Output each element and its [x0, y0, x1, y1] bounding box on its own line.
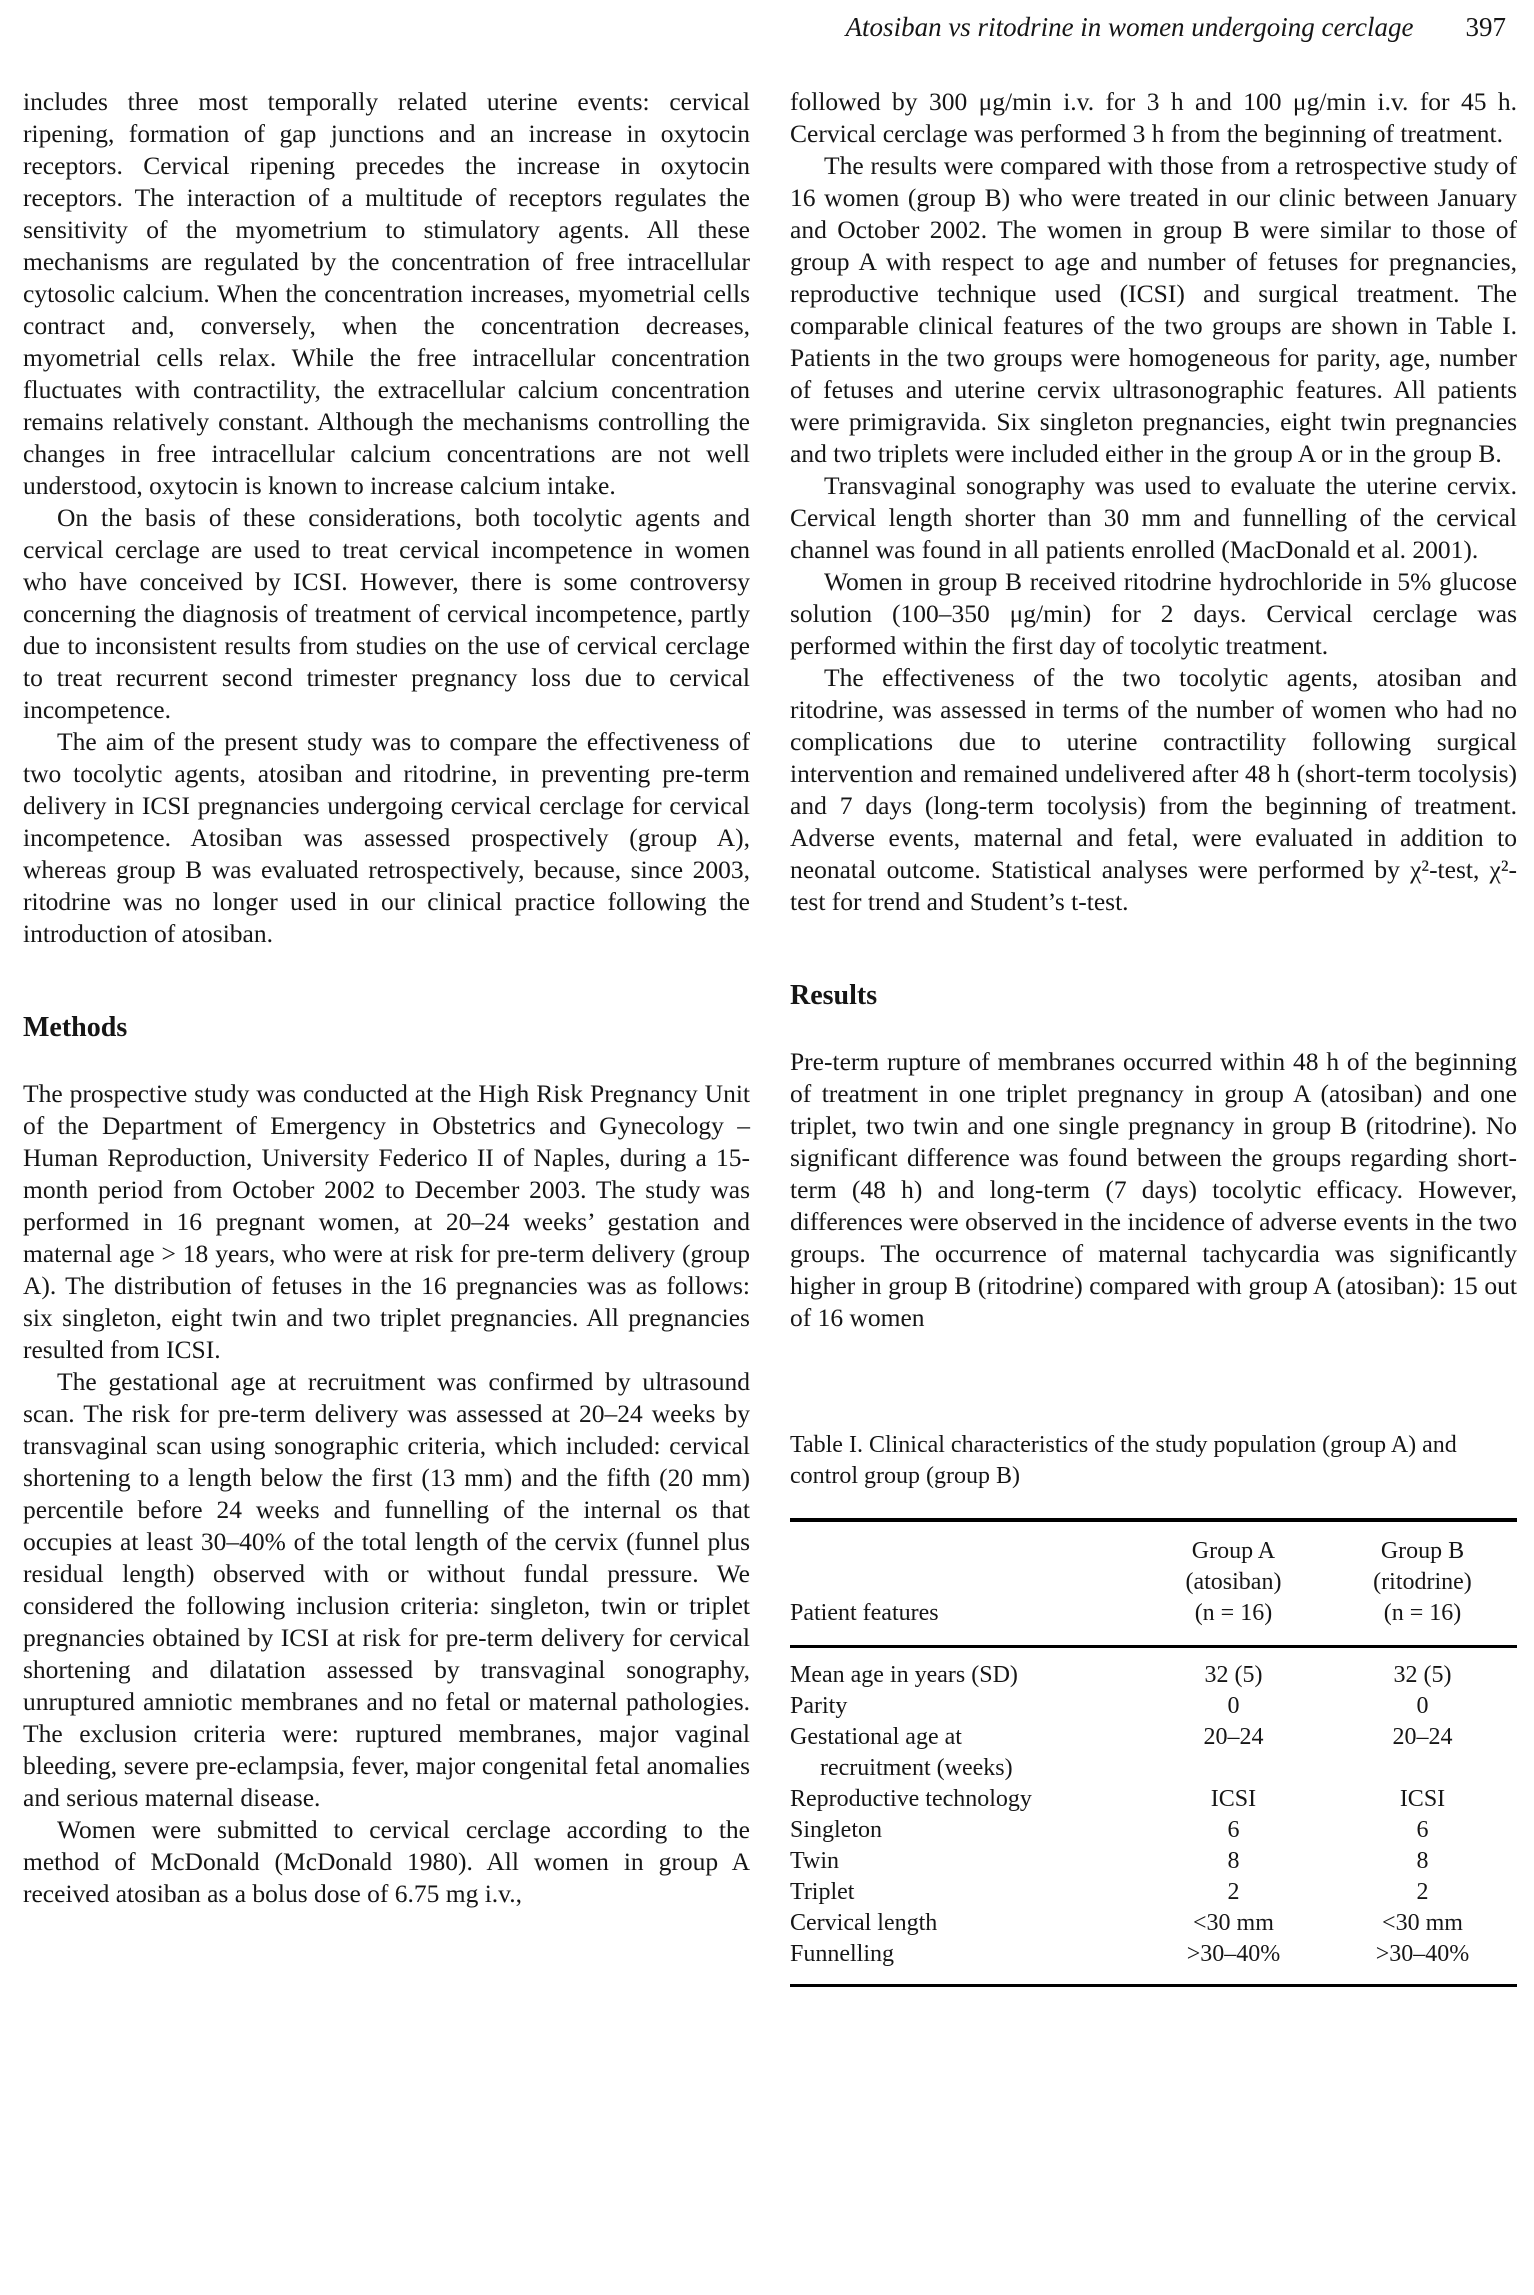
group-b-cell: <30 mm: [1382, 1910, 1463, 1936]
group-a-cell: 20–24: [1203, 1724, 1264, 1750]
methods-paragraph: The gestational age at recruitment was confirmed by ultrasound scan. The risk for pre-term delivery was assessed at 20–24 weeks by transvaginal scan using sonographic criteria, which included: cervical shortening to a length below the first (13 mm) and the fifth (20 mm) percentile before 24 weeks and funnelling of the internal os that occupies at least 30–40% of the total length of the cervix (funnel plus residual length) observed with or without fundal pressure. We considered the following inclusion criteria: singleton, twin or triplet pregnancies obtained by ICSI at risk for pre-term delivery for cervical shortening and dilatation assessed by transvaginal sonography, unruptured amniotic membranes and no fetal or maternal pathologies. The exclusion criteria were: ruptured membranes, major vaginal bleeding, severe pre-eclampsia, fever, major congenital fetal anomalies and serious maternal disease.: [23, 1367, 750, 1812]
methods-heading: Methods: [23, 1012, 128, 1043]
table-row: [790, 1846, 1517, 1877]
group-b-cell: ICSI: [1399, 1786, 1446, 1812]
running-head: [23, 10, 1506, 44]
methods-paragraph: followed by 300 μg/min i.v. for 3 h and 100 μg/min i.v. for 45 h. Cervical cerclage was performed 3 h from the beginning of treatment.: [790, 87, 1517, 148]
group-a-cell: 0: [1227, 1693, 1240, 1719]
methods-paragraph: Transvaginal sonography was used to evaluate the uterine cervix. Cervical length shorter than 30 mm and funnelling of the cervical channel was found in all patients enrolled (MacDonald et al. 2001).: [790, 471, 1517, 564]
methods-paragraph: Women in group B received ritodrine hydrochloride in 5% glucose solution (100–350 μg/min) for 2 days. Cervical cerclage was performed within the first day of tocolytic treatment.: [790, 567, 1517, 660]
running-head-title: Atosiban vs ritodrine in women undergoing cerclage: [845, 12, 1414, 42]
group-b-cell: 20–24: [1392, 1724, 1453, 1750]
table-row: [790, 1784, 1517, 1815]
feature-cell: Parity: [790, 1693, 848, 1719]
feature-cell: Singleton: [790, 1817, 883, 1843]
table-row: [790, 1815, 1517, 1846]
table-caption: Table I. Clinical characteristics of the study population (group A) and control group (group B): [790, 1432, 1457, 1489]
group-a-header: Group A (atosiban) (n = 16): [1139, 1520, 1328, 1647]
feature-cell: Triplet: [790, 1879, 855, 1905]
right-column: [790, 86, 1517, 1987]
table-row: [790, 1939, 1517, 1986]
intro-paragraph: The aim of the present study was to compare the effectiveness of two tocolytic agents, atosiban and ritodrine, in preventing pre-term delivery in ICSI pregnancies undergoing cervical cerclage for cervical incompetence. Atosiban was assessed prospectively (group A), whereas group B was evaluated retrospectively, because, since 2003, ritodrine was no longer used in our clinical practice following the introduction of atosiban.: [23, 727, 750, 948]
feature-cell: Funnelling: [790, 1941, 895, 1967]
group-a-cell: ICSI: [1210, 1786, 1257, 1812]
clinical-characteristics-table: [790, 1518, 1517, 1987]
feature-cell: Cervical length: [790, 1910, 938, 1936]
group-b-cell: 6: [1416, 1817, 1429, 1843]
intro-paragraph: includes three most temporally related uterine events: cervical ripening, formation of gap junctions and an increase in oxytocin receptors. Cervical ripening precedes the increase in oxytocin receptors. The interaction of a multitude of receptors regulates the sensitivity of the myometrium to stimulatory agents. All these mechanisms are regulated by the concentration of free intracellular cytosolic calcium. When the concentration increases, myometrial cells contract and, conversely, when the concentration decreases, myometrial cells relax. While the free intracellular concentration fluctuates with contractility, the extracellular calcium concentration remains relatively constant. Although the mechanisms controlling the changes in free intracellular calcium concentrations are not well understood, oxytocin is known to increase calcium intake.: [23, 87, 750, 500]
group-b-cell: 2: [1416, 1879, 1429, 1905]
results-paragraph: Pre-term rupture of membranes occurred within 48 h of the beginning of treatment in one triplet pregnancy in group A (atosiban) and one triplet, two twin and one single pregnancy in group B (ritodrine). No significant difference was found between the groups regarding short-term (48 h) and long-term (7 days) tocolytic efficacy. However, differences were observed in the incidence of adverse events in the two groups. The occurrence of maternal tachycardia was significantly higher in group B (ritodrine) compared with group A (atosiban): 15 out of 16 women: [790, 1047, 1517, 1332]
feature-cell: Twin: [790, 1848, 839, 1874]
group-a-cell: 8: [1227, 1848, 1240, 1874]
page-number: 397: [1465, 12, 1506, 42]
group-b-cell: 8: [1416, 1848, 1429, 1874]
group-a-cell: 32 (5): [1204, 1662, 1263, 1688]
group-a-cell: <30 mm: [1193, 1910, 1274, 1936]
intro-paragraph: On the basis of these considerations, both tocolytic agents and cervical cerclage are used to treat cervical incompetence in women who have conceived by ICSI. However, there is some controversy concerning the diagnosis of treatment of cervical incompetence, partly due to inconsistent results from studies on the use of cervical cerclage to treat recurrent second trimester pregnancy loss due to cervical incompetence.: [23, 503, 750, 724]
methods-paragraph: The effectiveness of the two tocolytic agents, atosiban and ritodrine, was assessed in terms of the number of women who had no complications due to uterine contractility following surgical intervention and remained undelivered after 48 h (short-term tocolysis) and 7 days (long-term tocolysis) from the beginning of treatment. Adverse events, maternal and fetal, were evaluated in addition to neonatal outcome. Statistical analyses were performed by χ²-test, χ²-test for trend and Student’s t-test.: [790, 663, 1517, 916]
group-b-cell: 0: [1416, 1693, 1429, 1719]
group-b-cell: 32 (5): [1393, 1662, 1452, 1688]
table-row: [790, 1647, 1517, 1692]
methods-paragraph: The results were compared with those from a retrospective study of 16 women (group B) who were treated in our clinic between January and October 2002. The women in group B were similar to those of group A with respect to age and number of fetuses for pregnancies, reproductive technique used (ICSI) and surgical treatment. The comparable clinical features of the two groups are shown in Table I. Patients in the two groups were homogeneous for parity, age, number of fetuses and uterine cervix ultrasonographic features. All patients were primigravida. Six singleton pregnancies, eight twin pregnancies and two triplets were included either in the group A or in the group B.: [790, 151, 1517, 468]
results-heading: Results: [790, 980, 878, 1011]
group-a-cell: >30–40%: [1186, 1941, 1281, 1967]
table-row: [790, 1722, 1517, 1784]
methods-paragraph: Women were submitted to cervical cerclage according to the method of McDonald (McDonald 1980). All women in group A received atosiban as a bolus dose of 6.75 mg i.v.,: [23, 1815, 750, 1908]
left-column: [23, 86, 750, 1910]
group-b-header: Group B (ritodrine) (n = 16): [1328, 1520, 1517, 1647]
table-row: [790, 1908, 1517, 1939]
feature-cell: Mean age in years (SD): [790, 1662, 1018, 1688]
group-b-cell: >30–40%: [1375, 1941, 1470, 1967]
table-row: [790, 1691, 1517, 1722]
methods-paragraph: The prospective study was conducted at the High Risk Pregnancy Unit of the Department of Emergency in Obstetrics and Gynecology – Human Reproduction, University Federico II of Naples, during a 15-month period from October 2002 to December 2003. The study was performed in 16 pregnant women, at 20–24 weeks’ gestation and maternal age > 18 years, who were at risk for pre-term delivery (group A). The distribution of fetuses in the 16 pregnancies was as follows: six singleton, eight twin and two triplet pregnancies. All pregnancies resulted from ICSI.: [23, 1079, 750, 1364]
group-a-cell: 6: [1227, 1817, 1240, 1843]
feature-cell: Gestational age at recruitment (weeks): [790, 1724, 1013, 1781]
feature-cell: Reproductive technology: [790, 1786, 1032, 1812]
table-header-row: [790, 1520, 1517, 1647]
table-row: [790, 1877, 1517, 1908]
patient-features-header: Patient features: [790, 1520, 1139, 1647]
group-a-cell: 2: [1227, 1879, 1240, 1905]
table-block: [790, 1430, 1517, 1987]
